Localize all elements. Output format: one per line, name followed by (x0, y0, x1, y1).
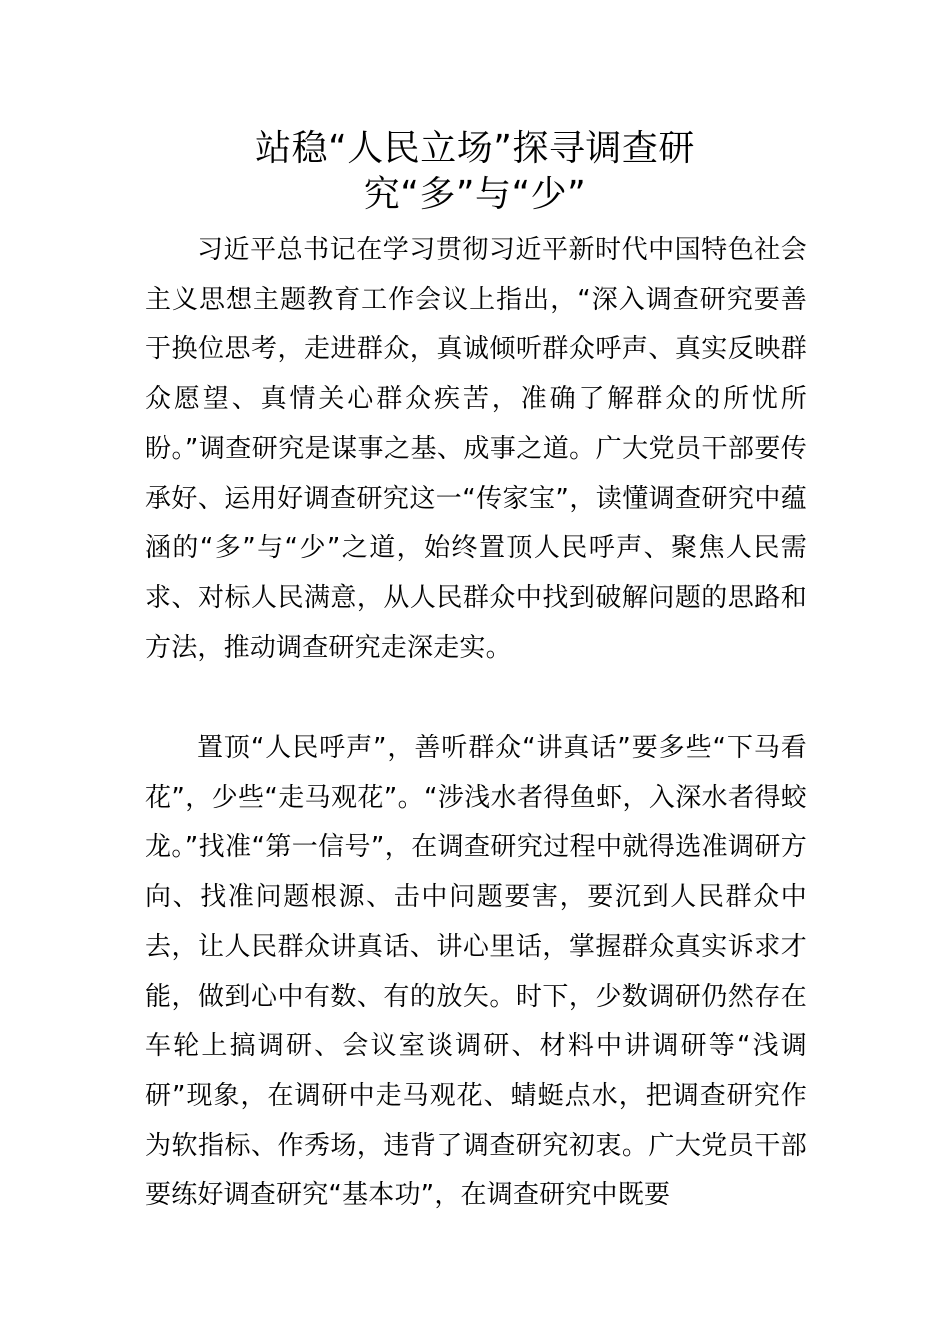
document-title: 站稳“人民立场”探寻调查研究“多”与“少” (255, 128, 695, 215)
paragraph-people-voice: 置顶“人民呼声”，善听群众“讲真话”要多些“下马看花”，少些“走马观花”。“涉浅水者得鱼虾，入深水者得蛟龙。”找准“第一信号”，在调查研究过程中就得选准调研方向、找准问题根源、击中问题要害，要沉到人民群众中去，让人民群众讲真话、讲心里话，掌握群众真实诉求才能，做到心中有数、有的放矢。时下，少数调研仍然存在车轮上搞调研、会议室谈调研、材料中讲调研等“浅调研”现象，在调研中走马观花、蜻蜓点水，把调查研究作为软指标、作秀场，违背了调查研究初衷。广大党员干部要练好调查研究“基本功”，在调查研究中既要 (145, 733, 807, 1211)
paragraph-intro: 习近平总书记在学习贯彻习近平新时代中国特色社会主义思想主题教育工作会议上指出，“深入调查研究要善于换位思考，走进群众，真诚倾听群众呼声、真实反映群众愿望、真情关心群众疾苦，准确了解群众的所忧所盼。”调查研究是谋事之基、成事之道。广大党员干部要传承好、运用好调查研究这一“传家宝”，读懂调查研究中蕴涵的“多”与“少”之道，始终置顶人民呼声、聚焦人民需求、对标人民满意，从人民群众中找到破解问题的思路和方法，推动调查研究走深走实。 (145, 235, 807, 663)
